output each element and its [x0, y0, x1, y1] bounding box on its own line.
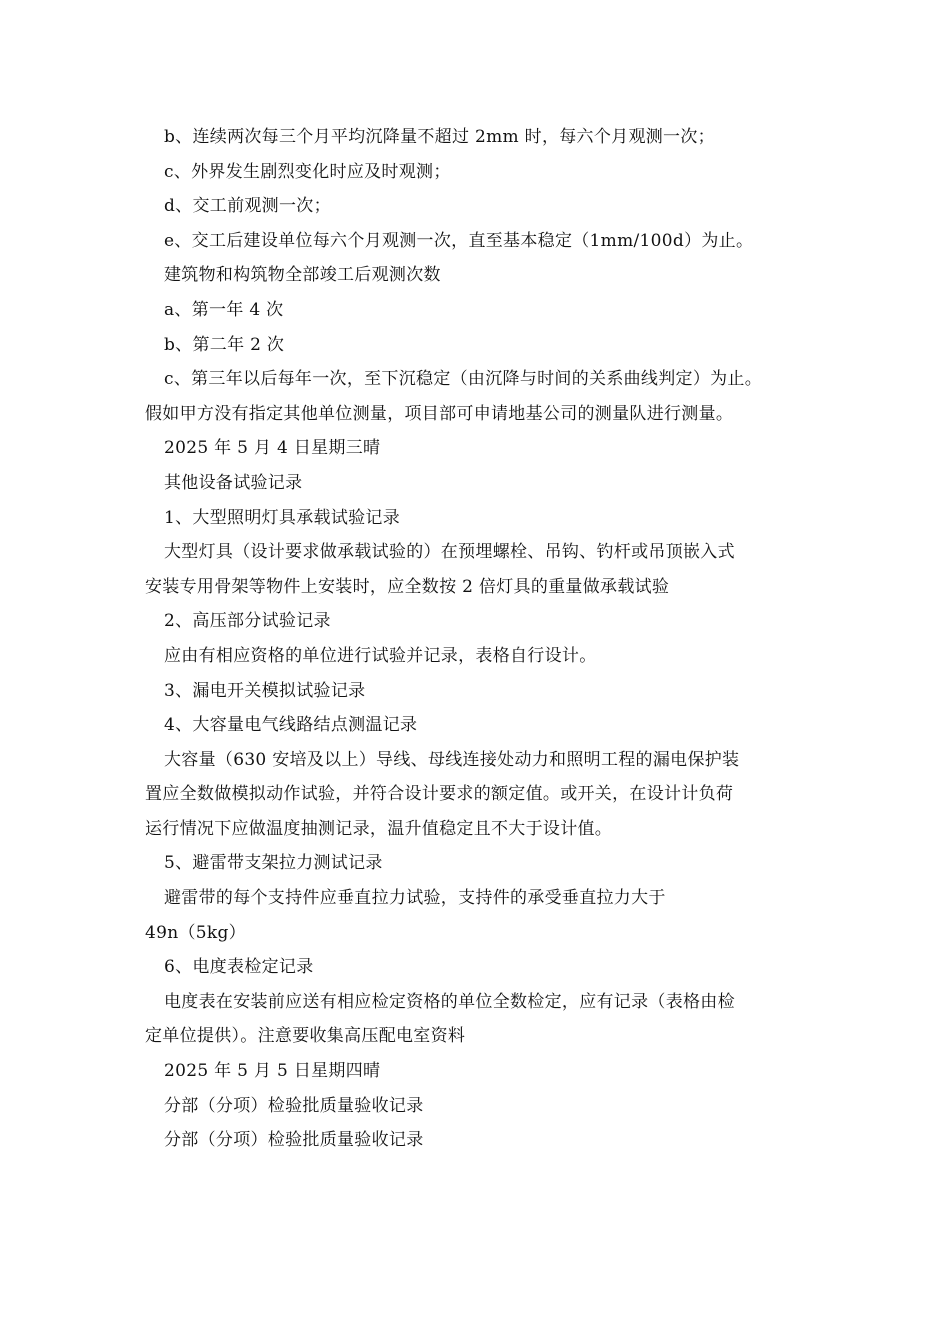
text-line: b、第二年 2 次	[164, 334, 285, 355]
text-line: a、第一年 4 次	[164, 299, 284, 320]
text-line: 其他设备试验记录	[164, 472, 303, 493]
text-line: d、交工前观测一次；	[164, 196, 331, 217]
text-line: 分部（分项）检验批质量验收记录	[164, 1130, 424, 1151]
text-line: 置应全数做模拟动作试验，并符合设计要求的额定值。或开关，在设计计负荷	[145, 784, 734, 805]
text-line: 安装专用骨架等物件上安装时，应全数按 2 倍灯具的重量做承载试验	[145, 576, 670, 597]
text-line: 6、电度表检定记录	[164, 957, 314, 978]
text-line: 假如甲方没有指定其他单位测量，项目部可申请地基公司的测量队进行测量。	[145, 403, 734, 424]
text-line: 电度表在安装前应送有相应检定资格的单位全数检定，应有记录（表格由检	[164, 991, 735, 1012]
text-line: 大容量（630 安培及以上）导线、母线连接处动力和照明工程的漏电保护装	[164, 749, 740, 770]
text-line: b、连续两次每三个月平均沉降量不超过 2mm 时，每六个月观测一次；	[164, 127, 715, 147]
text-line: c、外界发生剧烈变化时应及时观测；	[164, 161, 451, 182]
text-line: 建筑物和构筑物全部竣工后观测次数	[164, 265, 441, 286]
text-line: 4、大容量电气线路结点测温记录	[164, 715, 418, 736]
text-line: 分部（分项）检验批质量验收记录	[164, 1095, 424, 1116]
text-line: c、第三年以后每年一次，至下沉稳定（由沉降与时间的关系曲线判定）为止。	[164, 369, 763, 390]
text-line: 定单位提供）。注意要收集高压配电室资料	[145, 1026, 466, 1047]
text-line: 大型灯具（设计要求做承载试验的）在预埋螺栓、吊钩、钓杆或吊顶嵌入式	[164, 542, 735, 563]
text-line: 49n（5kg）	[145, 922, 246, 943]
text-line: 1、大型照明灯具承载试验记录	[164, 507, 401, 528]
text-line: 2025 年 5 月 4 日星期三晴	[164, 438, 381, 459]
text-line: e、交工后建设单位每六个月观测一次，直至基本稳定（1mm/100d）为止。	[164, 230, 754, 251]
text-line: 应由有相应资格的单位进行试验并记录，表格自行设计。	[164, 645, 597, 666]
text-line: 避雷带的每个支持件应垂直拉力试验，支持件的承受垂直拉力大于	[164, 888, 666, 909]
text-line: 3、漏电开关模拟试验记录	[164, 680, 366, 701]
text-line: 2025 年 5 月 5 日星期四晴	[164, 1061, 381, 1082]
document-body	[145, 120, 825, 1158]
text-line: 2、高压部分试验记录	[164, 611, 331, 632]
text-line: 5、避雷带支架拉力测试记录	[164, 853, 383, 874]
text-line: 运行情况下应做温度抽测记录，温升值稳定且不大于设计值。	[145, 818, 613, 839]
